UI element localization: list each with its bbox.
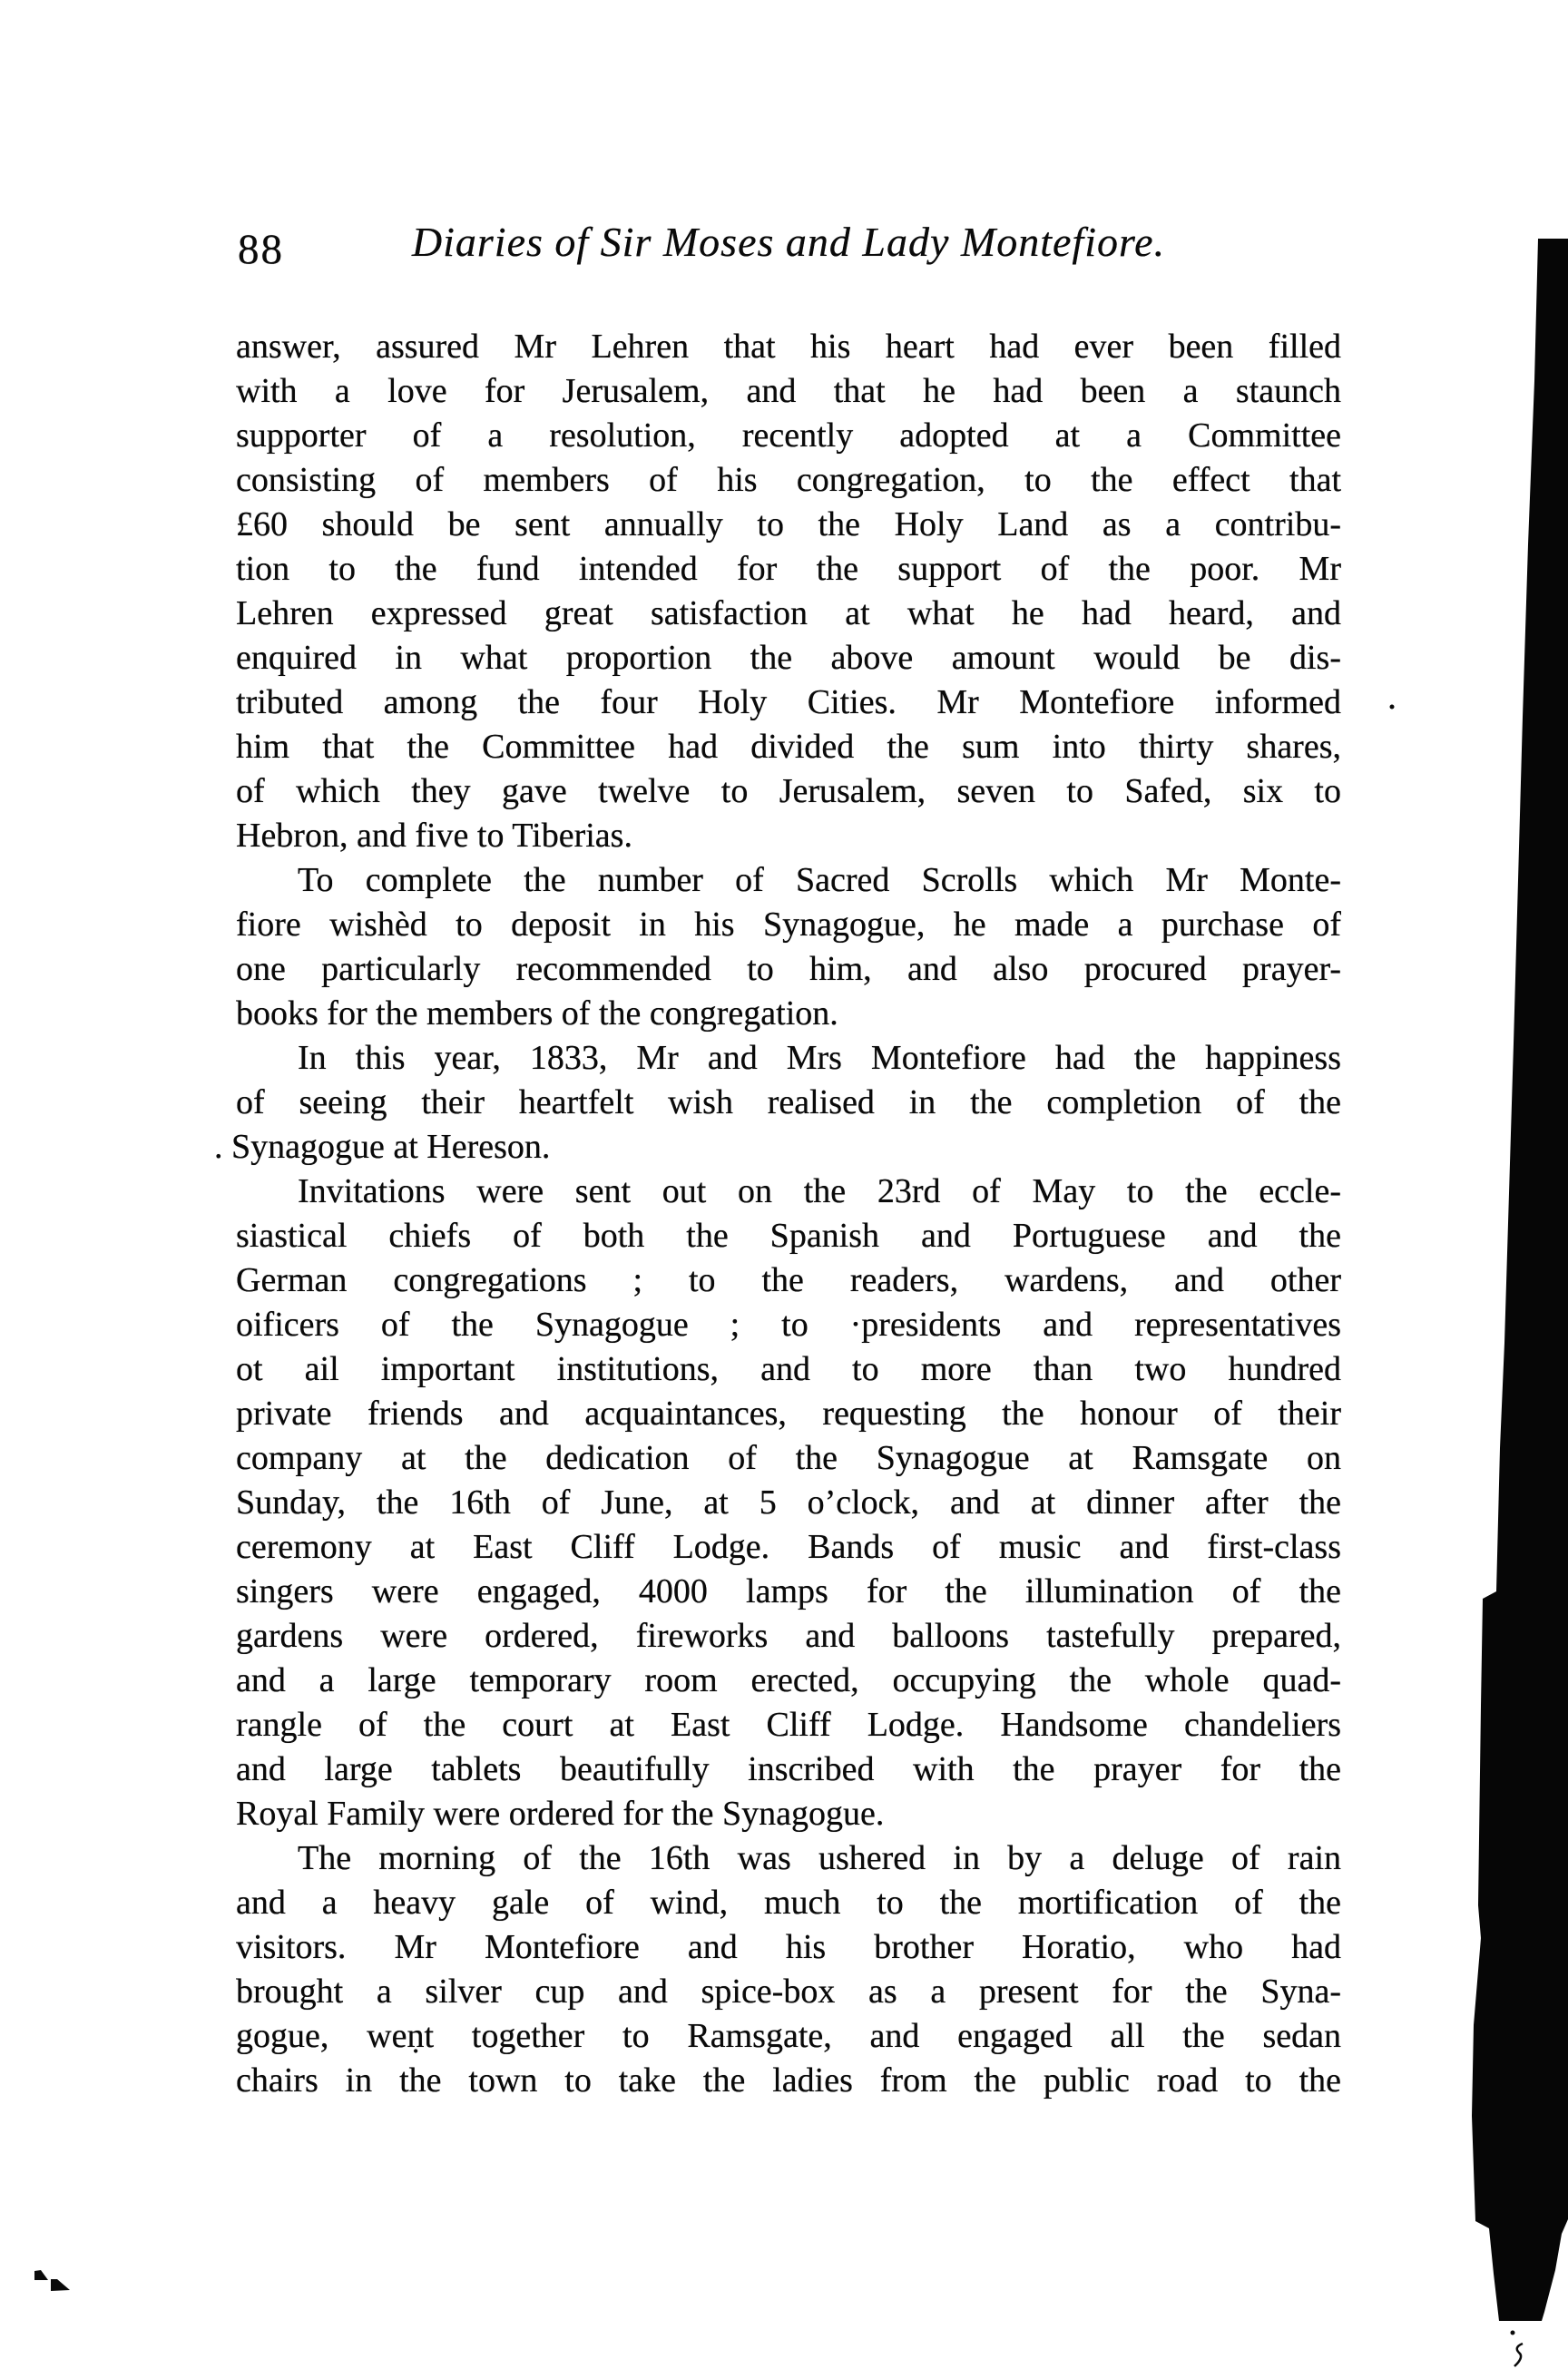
ink-speck [1511, 2331, 1515, 2335]
text-line: German congregations ; to the readers, wardens, and other [236, 1261, 1341, 1299]
text-line: rangle of the court at East Cliff Lodge. Handsome chandeliers [236, 1706, 1341, 1744]
running-title: Diaries of Sir Moses and Lady Montefiore. [411, 219, 1166, 265]
text-line: Sunday, the 16th of June, at 5 o’clock, and at dinner after the [236, 1483, 1341, 1522]
text-line: books for the members of the congregation. [236, 994, 838, 1033]
text-line: The morning of the 16th was ushered in by a deluge of rain [298, 1839, 1341, 1877]
text-line: Royal Family were ordered for the Synagogue. [236, 1795, 885, 1833]
pen-mark [51, 2279, 70, 2291]
text-line: Hebron, and five to Tiberias. [236, 817, 632, 855]
ink-speck [1390, 705, 1395, 710]
text-line: oificers of the Synagogue ; to ·presidents and representatives [236, 1306, 1341, 1344]
text-line: of seeing their heartfelt wish realised in the completion of the [236, 1083, 1341, 1121]
text-line: ceremony at East Cliff Lodge. Bands of music and first-class [236, 1528, 1341, 1566]
text-line: singers were engaged, 4000 lamps for the illumination of the [236, 1572, 1341, 1610]
scan-squiggle [1514, 2344, 1523, 2366]
text-line: £60 should be sent annually to the Holy Land as a contribu- [236, 505, 1341, 543]
text-line: ot ail important institutions, and to more than two hundred [236, 1350, 1341, 1388]
text-line: chairs in the town to take the ladies from the public road to the [236, 2061, 1341, 2100]
text-line: gogue, weṇt together to Ramsgate, and engaged all the sedan [236, 2017, 1341, 2055]
text-line: with a love for Jerusalem, and that he had been a staunch [236, 372, 1341, 410]
text-line: answer, assured Mr Lehren that his heart had ever been filled [236, 328, 1341, 366]
page-number: 88 [238, 226, 284, 273]
text-line: and large tablets beautifully inscribed with the prayer for the [236, 1750, 1341, 1788]
text-line: siastical chiefs of both the Spanish and Portuguese and the [236, 1217, 1341, 1255]
pen-mark [34, 2270, 48, 2280]
text-line: company at the dedication of the Synagogue at Ramsgate on [236, 1439, 1341, 1477]
text-line: of which they gave twelve to Jerusalem, seven to Safed, six to [236, 772, 1341, 810]
text-line: To complete the number of Sacred Scrolls which Mr Monte- [298, 861, 1341, 899]
text-line: one particularly recommended to him, and also procured prayer- [236, 950, 1341, 988]
body-text [214, 325, 1341, 2103]
text-line: private friends and acquaintances, requesting the honour of their [236, 1395, 1341, 1433]
text-line: him that the Committee had divided the sum into thirty shares, [236, 728, 1341, 766]
text-line: brought a silver cup and spice-box as a present for the Syna- [236, 1973, 1341, 2011]
text-line: Invitations were sent out on the 23rd of May to the eccle- [298, 1172, 1341, 1210]
scan-band [1472, 239, 1568, 2321]
text-line: gardens were ordered, fireworks and balloons tastefully prepared, [236, 1617, 1341, 1655]
text-line: enquired in what proportion the above amount would be dis- [236, 639, 1341, 677]
text-line: consisting of members of his congregation, to the effect that [236, 461, 1341, 499]
text-line: tributed among the four Holy Cities. Mr Montefiore informed [236, 683, 1341, 721]
text-line: . Synagogue at Hereson. [214, 1128, 551, 1166]
text-line: fiore wishèd to deposit in his Synagogue, he made a purchase of [236, 906, 1341, 944]
running-head [236, 218, 1341, 294]
text-line: Lehren expressed great satisfaction at what he had heard, and [236, 594, 1341, 632]
text-line: and a heavy gale of wind, much to the mortification of the [236, 1884, 1341, 1922]
text-line: In this year, 1833, Mr and Mrs Montefiore had the happiness [298, 1039, 1341, 1077]
text-line: tion to the fund intended for the support of the poor. Mr [236, 550, 1341, 588]
text-line: supporter of a resolution, recently adopted at a Committee [236, 416, 1341, 455]
text-line: and a large temporary room erected, occupying the whole quad- [236, 1661, 1341, 1699]
text-line: visitors. Mr Montefiore and his brother Horatio, who had [236, 1928, 1341, 1966]
